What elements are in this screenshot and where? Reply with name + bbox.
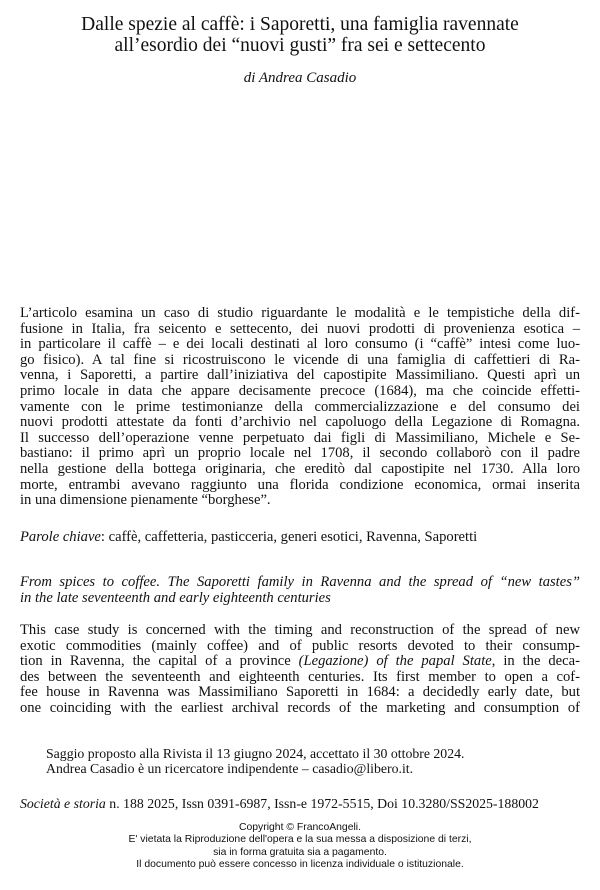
abstract-text: tion in Ravenna, the capital of a province [20,653,299,670]
keywords-italian [20,530,580,546]
abstract-line: in una dimensione pienamente “borghese”. [20,492,271,509]
english-title [20,575,580,606]
english-title-line: From spices to coffee. The Saporetti family in Ravenna and the spread of “new tastes” [20,574,580,590]
abstract-line: vamente con le prime testimonianze della commercializzazione e del consumo dei [20,398,580,415]
abstract-english [20,623,580,717]
journal-name: Società e storia [20,796,106,811]
copyright-line: sia in forma gratuita sia a pagamento. [213,846,387,858]
title-line: all’esordio dei “nuovi gusti” fra sei e settecento [114,35,486,56]
abstract-line [20,654,580,670]
author-byline: di Andrea Casadio [243,70,357,86]
abstract-italic-text: (Legazione) of the papal State [298,653,492,670]
abstract-line: one coinciding with the earliest archival records of the marketing and consumption of [20,699,580,716]
abstract-text: , in the deca- [491,653,580,670]
journal-citation [20,796,580,812]
title-line: Dalle spezie al caffè: i Saporetti, una famiglia ravennate [81,14,519,35]
abstract-line: fusione in Italia, fra seicento e settecento, dei nuovi prodotti di provenienza esotica – [20,320,580,337]
abstract-line: morte, entrambi avevano raggiunto una florida condizione economica, ormai inserita [20,476,580,493]
copyright-line: Il documento può essere concesso in licenza individuale o istituzionale. [136,859,464,871]
abstract-line: Il successo dell’operazione venne perpetuato dai figli di Massimiliano, Michele e Se- [20,429,580,446]
abstract-line: nella gestione della bottega originaria, che ereditò dal capostipite nel 1730. Alla loro [20,461,580,477]
submission-dates: Saggio proposto alla Rivista il 13 giugno 2024, accettato il 30 ottobre 2024. [46,746,465,761]
english-title-line: in the late seventeenth and early eighteenth centuries [20,589,331,606]
article-title [0,14,600,56]
copyright-line: Copyright © FrancoAngeli. [238,822,361,833]
abstract-line: fee house in Ravenna was Massimiliano Saporetti in 1684: a decidedly early date, but [20,684,580,701]
abstract-line: nuovi prodotti attestate da fonti d’archivio nel capoluogo della Legazione di Romagna. [20,414,580,431]
author-affiliation: Andrea Casadio è un ricercatore indipendente – casadio@libero.it. [46,761,414,777]
abstract-line: venna, i Saporetti, a partire dall’iniziativa del capostipite Massimiliano. Questi aprì un [20,367,580,384]
abstract-line: This case study is concerned with the timing and reconstruction of the spread of new [20,622,580,638]
copyright-line: E' vietata la Riproduzione dell'opera e la sua messa a disposizione di terzi, [128,834,472,846]
keywords-text: : caffè, caffetteria, pasticceria, generi esotici, Ravenna, Saporetti [100,529,478,545]
keywords-label: Parole chiave [20,529,101,545]
abstract-line: go fisico). A tal fine si ricostruiscono le vicende di una famiglia di caffettieri di Ra- [20,351,580,368]
citation-details: n. 188 2025, Issn 0391-6987, Issn-e 1972-5515, Doi 10.3280/SS2025-188002 [105,796,539,811]
abstract-line: L’articolo esamina un caso di studio riguardante le modalità e le tempistiche della dif- [20,305,580,321]
abstract-line: in particolare il caffè – e dei locali destinati al loro consumo (i “caffè” intesi come luo- [20,336,580,353]
submission-notes [46,746,464,777]
abstract-line: primo locale in data che appare decisamente precoce (1684), ma che coincide effetti- [20,383,580,399]
abstract-line: bastiano: il primo aprì un proprio locale nel 1708, il secondo collaborò con il padre [20,445,580,462]
abstract-line: exotic commodities (mainly coffee) and of public resorts devoted to their consump- [20,637,580,654]
copyright-notice [0,822,600,872]
abstract-line: des between the seventeenth and eighteenth centuries. Its first member to open a cof- [20,668,580,685]
